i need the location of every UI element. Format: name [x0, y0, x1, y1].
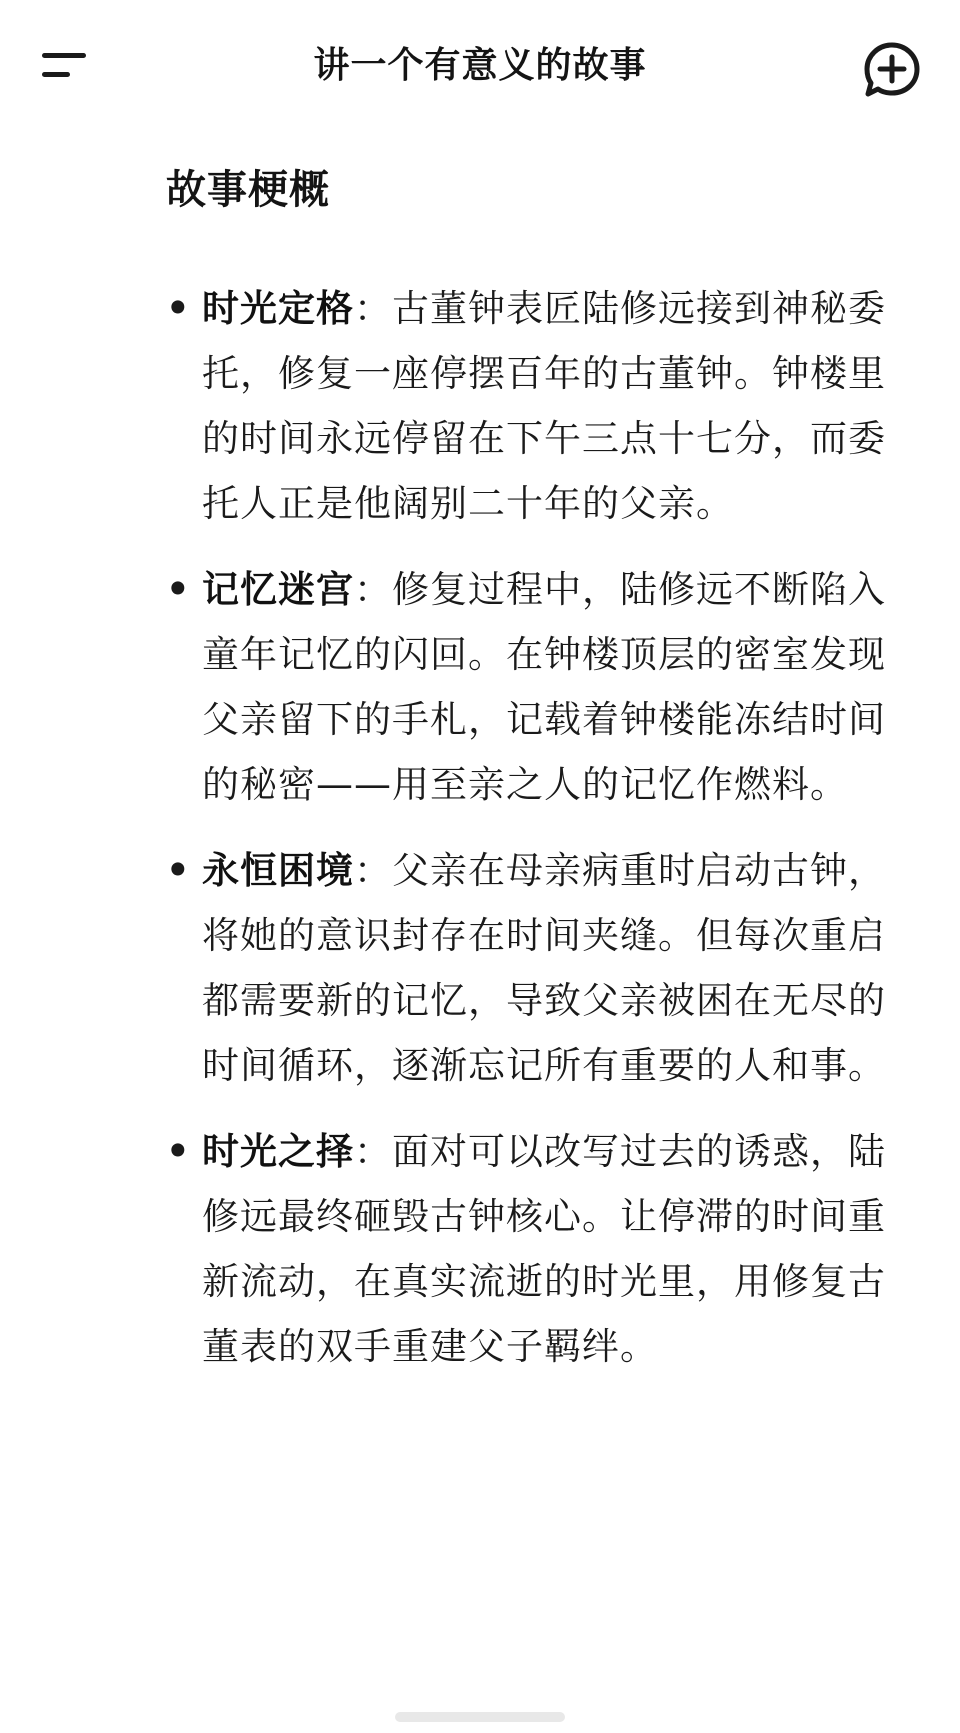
bullet-icon: •	[166, 568, 191, 611]
item-separator: ：	[354, 287, 392, 330]
item-text: 修复过程中，陆修远不断陷入童年记忆的闪回。在钟楼顶层的密室发现父亲留下的手札，记载着钟楼能冻结时间的秘密——用至亲之人的记忆作燃料。	[202, 568, 886, 806]
item-term: 记忆迷宫	[202, 568, 354, 611]
item-term: 时光之择	[202, 1130, 354, 1173]
story-outline-list	[166, 276, 906, 1379]
bullet-icon: •	[166, 287, 191, 330]
item-term: 永恒困境	[202, 849, 354, 892]
new-chat-plus-icon	[860, 38, 924, 102]
top-app-bar	[0, 0, 960, 132]
list-item	[166, 1119, 906, 1379]
page-title: 讲一个有意义的故事	[313, 45, 647, 86]
list-item	[166, 557, 906, 817]
item-term: 时光定格	[202, 287, 354, 330]
item-text: 古董钟表匠陆修远接到神秘委托，修复一座停摆百年的古董钟。钟楼里的时间永远停留在下午三点十七分，而委托人正是他阔别二十年的父亲。	[202, 287, 886, 525]
item-text: 父亲在母亲病重时启动古钟，将她的意识封存在时间夹缝。但每次重启都需要新的记忆，导致父亲被困在无尽的时间循环，逐渐忘记所有重要的人和事。	[202, 849, 886, 1087]
message-content	[166, 162, 906, 1400]
menu-icon-line-bottom	[42, 72, 70, 77]
item-separator: ：	[354, 1130, 392, 1173]
new-chat-button[interactable]	[860, 38, 924, 102]
section-heading: 故事梗概	[166, 167, 330, 213]
list-item	[166, 838, 906, 1098]
list-item	[166, 276, 906, 536]
item-separator: ：	[354, 568, 392, 611]
menu-icon-line-top	[42, 53, 86, 58]
home-indicator[interactable]	[395, 1712, 565, 1722]
item-separator: ：	[354, 849, 392, 892]
item-text: 面对可以改写过去的诱惑，陆修远最终砸毁古钟核心。让停滞的时间重新流动，在真实流逝的时光里，用修复古董表的双手重建父子羁绊。	[202, 1130, 886, 1368]
menu-button[interactable]	[32, 44, 96, 88]
bullet-icon: •	[166, 1130, 191, 1173]
bullet-icon: •	[166, 849, 191, 892]
